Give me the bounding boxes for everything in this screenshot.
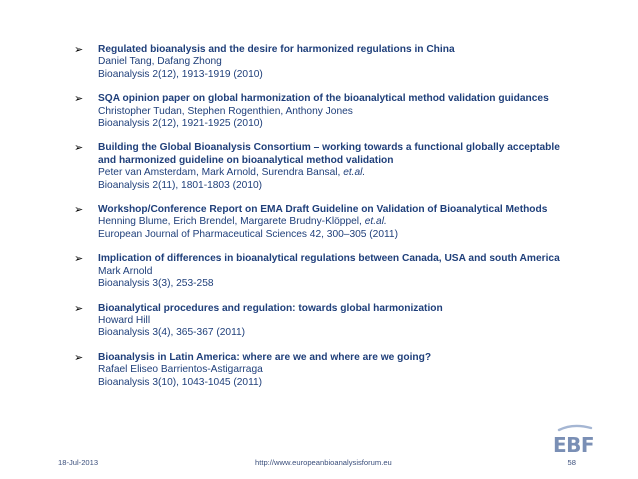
logo-text: EBF — [553, 433, 595, 456]
reference-item — [74, 204, 614, 241]
reference-citation: Bioanalysis 3(3), 253-258 — [98, 278, 214, 290]
reference-citation: Bioanalysis 3(10), 1043-1045 (2011) — [98, 376, 263, 388]
reference-title — [98, 352, 614, 364]
reference-title-line: Building the Global Bioanalysis Consortium – working towards a functional globally acceptable — [98, 142, 560, 154]
reference-title-line: Bioanalytical procedures and regulation: towards global harmonization — [98, 302, 443, 314]
reference-authors-etal: et.al. — [343, 167, 366, 179]
reference-title-line: SQA opinion paper on global harmonization of the bioanalytical method validation guidances — [98, 93, 549, 105]
reference-title — [98, 204, 614, 216]
reference-authors-names: Mark Arnold — [98, 265, 153, 277]
reference-citation: Bioanalysis 2(11), 1801-1803 (2010) — [98, 179, 263, 191]
reference-authors — [98, 315, 614, 327]
arrow-bullet-icon: ➢ — [74, 302, 84, 315]
reference-authors-names: Howard Hill — [98, 314, 151, 326]
footer-date: 18-Jul-2013 — [58, 458, 99, 467]
reference-title-line: Bioanalysis in Latin America: where are we and where are we going? — [98, 351, 432, 363]
reference-citation: Bioanalysis 2(12), 1913-1919 (2010) — [98, 68, 263, 80]
reference-title — [98, 142, 614, 167]
reference-authors-names: Christopher Tudan, Stephen Rogenthien, Anthony Jones — [98, 105, 353, 117]
reference-citation: European Journal of Pharmaceutical Sciences 42, 300–305 (2011) — [98, 228, 398, 240]
reference-title-line: and harmonized guideline on bioanalytical method validation — [98, 154, 394, 166]
reference-authors — [98, 364, 614, 376]
reference-citation: Bioanalysis 2(12), 1921-1925 (2010) — [98, 118, 263, 130]
reference-item — [74, 142, 614, 192]
reference-item — [74, 93, 614, 130]
reference-title-line: Implication of differences in bioanalytical regulations between Canada, USA and south America — [98, 253, 560, 265]
arrow-bullet-icon: ➢ — [74, 351, 84, 364]
reference-item — [74, 303, 614, 340]
reference-authors — [98, 216, 614, 228]
ebf-logo-icon — [551, 424, 599, 456]
reference-authors — [98, 106, 614, 118]
reference-title — [98, 93, 614, 105]
arrow-bullet-icon: ➢ — [74, 93, 84, 106]
reference-title-line: Regulated bioanalysis and the desire for harmonized regulations in China — [98, 44, 455, 55]
arrow-bullet-icon: ➢ — [74, 142, 84, 155]
reference-citation: Bioanalysis 3(4), 365-367 (2011) — [98, 327, 246, 339]
reference-authors — [98, 266, 614, 278]
reference-item — [74, 352, 614, 389]
reference-authors-names: Daniel Tang, Dafang Zhong — [98, 56, 222, 68]
reference-authors — [98, 167, 614, 179]
reference-title — [98, 303, 614, 315]
reference-authors-names: Peter van Amsterdam, Mark Arnold, Surendra Bansal, — [98, 167, 344, 179]
footer-url-link[interactable]: http://www.europeanbioanalysisforum.eu — [255, 458, 392, 467]
reference-authors-names: Rafael Eliseo Barrientos-Astigarraga — [98, 364, 263, 376]
reference-title — [98, 44, 614, 56]
reference-list — [74, 44, 614, 401]
reference-authors-etal: et.al. — [364, 216, 387, 228]
arrow-bullet-icon: ➢ — [74, 253, 84, 266]
reference-item — [74, 44, 614, 81]
page-number: 58 — [567, 458, 576, 467]
arrow-bullet-icon: ➢ — [74, 204, 84, 217]
arrow-bullet-icon: ➢ — [74, 44, 84, 56]
reference-authors — [98, 56, 614, 68]
ebf-logo — [551, 424, 599, 456]
reference-title — [98, 253, 614, 265]
reference-authors-names: Henning Blume, Erich Brendel, Margarete Brudny-Klöppel, — [98, 216, 365, 228]
reference-item — [74, 253, 614, 290]
reference-title-line: Workshop/Conference Report on EMA Draft Guideline on Validation of Bioanalytical Methods — [98, 204, 548, 216]
